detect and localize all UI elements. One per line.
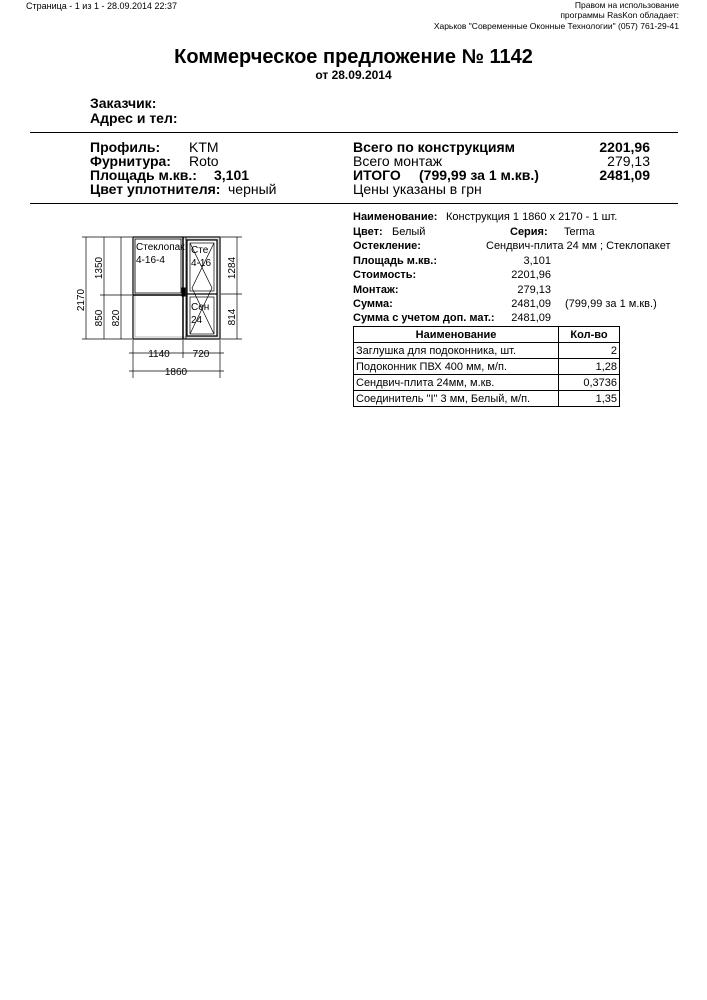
dim-upper-left: 1350 xyxy=(94,256,105,280)
total-value: 2481,09 xyxy=(599,167,650,183)
col-qty-header: Кол-во xyxy=(559,327,620,343)
dim-total-height: 2170 xyxy=(76,288,87,312)
rights-line-1: Правом на использование xyxy=(574,0,679,10)
col-name-header: Наименование xyxy=(354,327,559,343)
detail-cost-label: Стоимость: xyxy=(353,269,417,281)
total-label: ИТОГО xyxy=(353,167,401,183)
table-row xyxy=(354,359,620,375)
dim-total-width: 1860 xyxy=(164,367,188,378)
seal-label: Цвет уплотнителя: xyxy=(90,181,221,197)
page-info: Страница - 1 из 1 - 28.09.2014 22:37 xyxy=(26,1,178,11)
pane3-line1: Сен xyxy=(191,302,210,313)
dim-right-lower: 814 xyxy=(227,308,238,326)
table-row xyxy=(354,391,620,407)
detail-cost-value: 2201,96 xyxy=(511,269,551,281)
total-install-label: Всего монтаж xyxy=(353,153,443,169)
customer-label: Заказчик: xyxy=(90,95,157,111)
materials-table xyxy=(353,326,620,407)
detail-area-label: Площадь м.кв.: xyxy=(353,255,437,267)
detail-name-value: Конструкция 1 1860 x 2170 - 1 шт. xyxy=(446,211,618,223)
row-name: Соединитель "I" 3 мм, Белый, м/п. xyxy=(354,391,559,407)
document-date: от 28.09.2014 xyxy=(315,68,392,82)
row-name: Сендвич-плита 24мм, м.кв. xyxy=(354,375,559,391)
hardware-value: Roto xyxy=(189,153,219,169)
detail-sum-with-materials-label: Сумма с учетом доп. мат.: xyxy=(353,312,495,324)
detail-color-label: Цвет: xyxy=(353,226,383,238)
detail-area-value: 3,101 xyxy=(523,255,551,267)
address-label: Адрес и тел: xyxy=(90,110,178,126)
dim-lower-left-inner: 820 xyxy=(111,309,122,327)
table-row xyxy=(354,375,620,391)
dim-right-upper: 1284 xyxy=(227,256,238,280)
area-label: Площадь м.кв.: xyxy=(90,167,197,183)
pane1-line1: Стеклопак xyxy=(136,242,185,253)
divider-middle xyxy=(30,203,678,204)
profile-value: KTM xyxy=(189,139,219,155)
table-header-row xyxy=(354,327,620,343)
pane3-line2: 24 xyxy=(191,315,203,326)
row-qty: 0,3736 xyxy=(559,375,620,391)
detail-sum-with-materials-value: 2481,09 xyxy=(511,312,551,324)
detail-sum-per-m2: (799,99 за 1 м.кв.) xyxy=(565,298,657,310)
total-constructions-label: Всего по конструкциям xyxy=(353,139,516,155)
currency-note: Цены указаны в грн xyxy=(353,181,482,197)
detail-glazing-label: Остекление: xyxy=(353,240,421,252)
detail-series-label: Серия: xyxy=(510,226,548,238)
divider-top xyxy=(30,132,678,133)
detail-color-value: Белый xyxy=(392,226,426,238)
seal-value: черный xyxy=(228,181,277,197)
row-qty: 1,28 xyxy=(559,359,620,375)
profile-label: Профиль: xyxy=(90,139,161,155)
row-qty: 2 xyxy=(559,343,620,359)
detail-glazing-value: Сендвич-плита 24 мм ; Стеклопакет xyxy=(486,240,671,252)
row-name: Заглушка для подоконника, шт. xyxy=(354,343,559,359)
detail-name-label: Наименование: xyxy=(353,211,438,223)
pane2-line1: Сте xyxy=(191,245,209,256)
total-install-value: 279,13 xyxy=(607,153,650,169)
hardware-label: Фурнитура: xyxy=(90,153,171,169)
detail-install-value: 279,13 xyxy=(517,284,551,296)
detail-sum-label: Сумма: xyxy=(353,298,393,310)
total-per-m2: (799,99 за 1 м.кв.) xyxy=(419,167,539,183)
total-constructions-value: 2201,96 xyxy=(599,139,650,155)
detail-series-value: Terma xyxy=(564,226,595,238)
rights-line-2: программы RasKon обладает: xyxy=(560,10,679,20)
row-qty: 1,35 xyxy=(559,391,620,407)
row-name: Подоконник ПВХ 400 мм, м/п. xyxy=(354,359,559,375)
table-row xyxy=(354,343,620,359)
dim-width-left: 1140 xyxy=(148,349,170,360)
detail-install-label: Монтаж: xyxy=(353,284,399,296)
document-title: Коммерческое предложение № 1142 xyxy=(174,46,533,68)
window-drawing xyxy=(74,228,250,378)
rights-line-3: Харьков "Современные Оконные Технологии" (057) 761-29-41 xyxy=(433,21,679,31)
pane2-line2: 4-16 xyxy=(191,258,212,269)
area-value: 3,101 xyxy=(214,167,250,183)
dim-lower-left-outer: 850 xyxy=(94,309,105,327)
pane1-line2: 4-16-4 xyxy=(136,255,165,266)
dim-width-right: 720 xyxy=(192,349,210,360)
detail-sum-value: 2481,09 xyxy=(511,298,551,310)
